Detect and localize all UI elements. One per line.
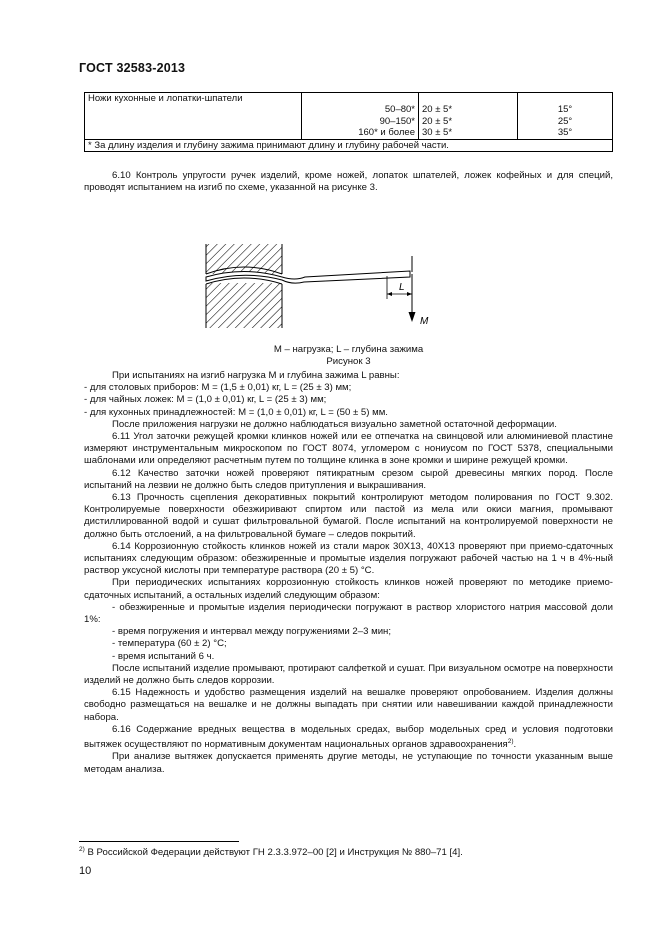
paragraph-6-13: 6.13 Прочность сцепления декоративных покрытий контролируют методом полирования по ГОСТ 9.302. Контролируемые поверхности обезжиривают спиртом или пастой из мела или окиси магния, промывают дистиллированной водой и сушат фильтровальной бумагой. После испытаний на контролируемой поверхности не должно быть отслоений, а на фильтровальной бумаге – следов покрытий. bbox=[84, 492, 613, 540]
paragraph-6-11: 6.11 Угол заточки режущей кромки клинков ножей или ее отпечатка на свинцовой или алюминиевой пластине измеряют инструментальным микроскопом по ГОСТ 8074, угломером с нониусом по ГОСТ 5378, специальными шаблонами или определяют расчетным путем по толщине клинка в зоне кромки и ширине режущей кромки. bbox=[84, 431, 613, 467]
list-item: - время погружения и интервал между погружениями 2–3 мин; bbox=[112, 626, 392, 638]
list-item: - для чайных ложек: M = (1,0 ± 0,01) кг, L = (25 ± 3) мм; bbox=[84, 394, 327, 406]
figure-caption: Рисунок 3 bbox=[326, 356, 371, 367]
table-value: 90–150* bbox=[379, 115, 415, 127]
figure-3-bending-scheme bbox=[200, 244, 440, 328]
document-header: ГОСТ 32583-2013 bbox=[79, 61, 186, 75]
page-number: 10 bbox=[79, 865, 92, 877]
paragraph: После приложения нагрузки не должно наблюдаться визуально заметной остаточной деформации. bbox=[112, 418, 557, 430]
page-footnote bbox=[79, 846, 463, 858]
paragraph-6-16-text: 6.16 Содержание вредных вещества в модельных средах, выбор модельных сред и условия подготовки вытяжек осуществляют по нормативным документам национальных органов здравоохранения bbox=[84, 723, 613, 751]
table-footnote-row bbox=[85, 139, 613, 152]
table-footnote: * За длину изделия и глубину зажима принимают длину и глубину рабочей части. bbox=[85, 139, 613, 152]
section-6-10 bbox=[84, 170, 613, 194]
lower-clamp-jaw bbox=[206, 283, 282, 328]
table-value: 25° bbox=[557, 115, 573, 127]
table-row bbox=[85, 93, 613, 140]
list-item: - для кухонных принадлежностей: M = (1,0 ± 0,01) кг, L = (50 ± 5) мм. bbox=[84, 406, 388, 418]
table-cell-depths bbox=[419, 93, 518, 140]
table-value: 20 ± 5* bbox=[422, 115, 453, 127]
upper-clamp-jaw bbox=[206, 244, 282, 274]
footnote-divider bbox=[79, 841, 239, 842]
handle-specimen bbox=[206, 271, 410, 283]
paragraph: При испытаниях на изгиб нагрузка M и глубина зажима L равны: bbox=[112, 370, 400, 381]
table-value: 160* и более bbox=[358, 127, 415, 138]
paragraph-6-16 bbox=[84, 724, 613, 752]
label-m: M bbox=[420, 316, 429, 327]
table-value: 50–80* bbox=[384, 104, 415, 115]
list-item: - температура (60 ± 2) °С; bbox=[112, 638, 227, 650]
footnote-ref: 2) bbox=[507, 738, 514, 746]
table-item-name: Ножи кухонные и лопатки-шпатели bbox=[88, 93, 243, 104]
main-text bbox=[84, 370, 613, 776]
paragraph-6-14: 6.14 Коррозионную стойкость клинков ножей из стали марок 30Х13, 40Х13 проверяют при приемо-сдаточных испытаниях следующим образом: обезжиренные и промытые изделия погружают рабочей частью на 1 ч в 4%-ный раствор уксусной кислоты при температуре раствора (20 ± 5) °С. bbox=[84, 540, 613, 577]
footnote-text: В Российской Федерации действуют ГН 2.3.3.972–00 [2] и Инструкция № 880–71 [4]. bbox=[84, 847, 463, 859]
table-value: 30 ± 5* bbox=[422, 127, 453, 138]
table-value: 35° bbox=[557, 127, 573, 138]
test-parameters-table bbox=[84, 92, 613, 152]
table-value: 20 ± 5* bbox=[422, 104, 453, 115]
paragraph-6-12: 6.12 Качество заточки ножей проверяют пятикратным срезом сырой древесины мягких пород. После испытаний на лезвии не должно быть следов притупления и выкрашивания. bbox=[84, 467, 613, 491]
paragraph: При анализе вытяжек допускается применять другие методы, не уступающие по точности указанным выше методам анализа. bbox=[84, 751, 613, 775]
table-cell-item bbox=[85, 93, 302, 140]
paragraph-6-16-end: . bbox=[513, 739, 517, 751]
paragraph: При периодических испытаниях коррозионную стойкость клинков ножей проверяют по методике приемо-сдаточных испытаний, а остальных изделий следующим образом: bbox=[84, 577, 613, 601]
table-cell-lengths bbox=[302, 93, 419, 140]
table-value: 15° bbox=[557, 104, 573, 115]
label-l: L bbox=[399, 282, 405, 293]
paragraph: - обезжиренные и промытые изделия периодически погружают в раствор хлористого натрия массовой доли 1%: bbox=[84, 601, 613, 626]
paragraph-6-15: 6.15 Надежность и удобство размещения изделий на вешалке проверяют опробованием. Изделия должны свободно размещаться на вешалке и не должны выпадать при снятии или навешивании каждой принадлежности набора. bbox=[84, 687, 613, 723]
paragraph: После испытаний изделие промывают, протирают салфеткой и сушат. При визуальном осмотре на поверхности изделий не должно быть следов коррозии. bbox=[84, 662, 613, 687]
table-cell-loads bbox=[518, 93, 613, 140]
footnote-mark: 2) bbox=[79, 846, 85, 853]
figure-legend: M – нагрузка; L – глубина зажима bbox=[273, 344, 424, 355]
paragraph-6-10: 6.10 Контроль упругости ручек изделий, кроме ножей, лопаток шпателей, ложек кофейных и для специй, проводят испытанием на изгиб по схеме, указанной на рисунке 3. bbox=[84, 170, 613, 194]
list-item: - время испытаний 6 ч. bbox=[112, 650, 215, 662]
list-item: - для столовых приборов: M = (1,5 ± 0,01) кг, L = (25 ± 3) мм; bbox=[84, 382, 352, 394]
